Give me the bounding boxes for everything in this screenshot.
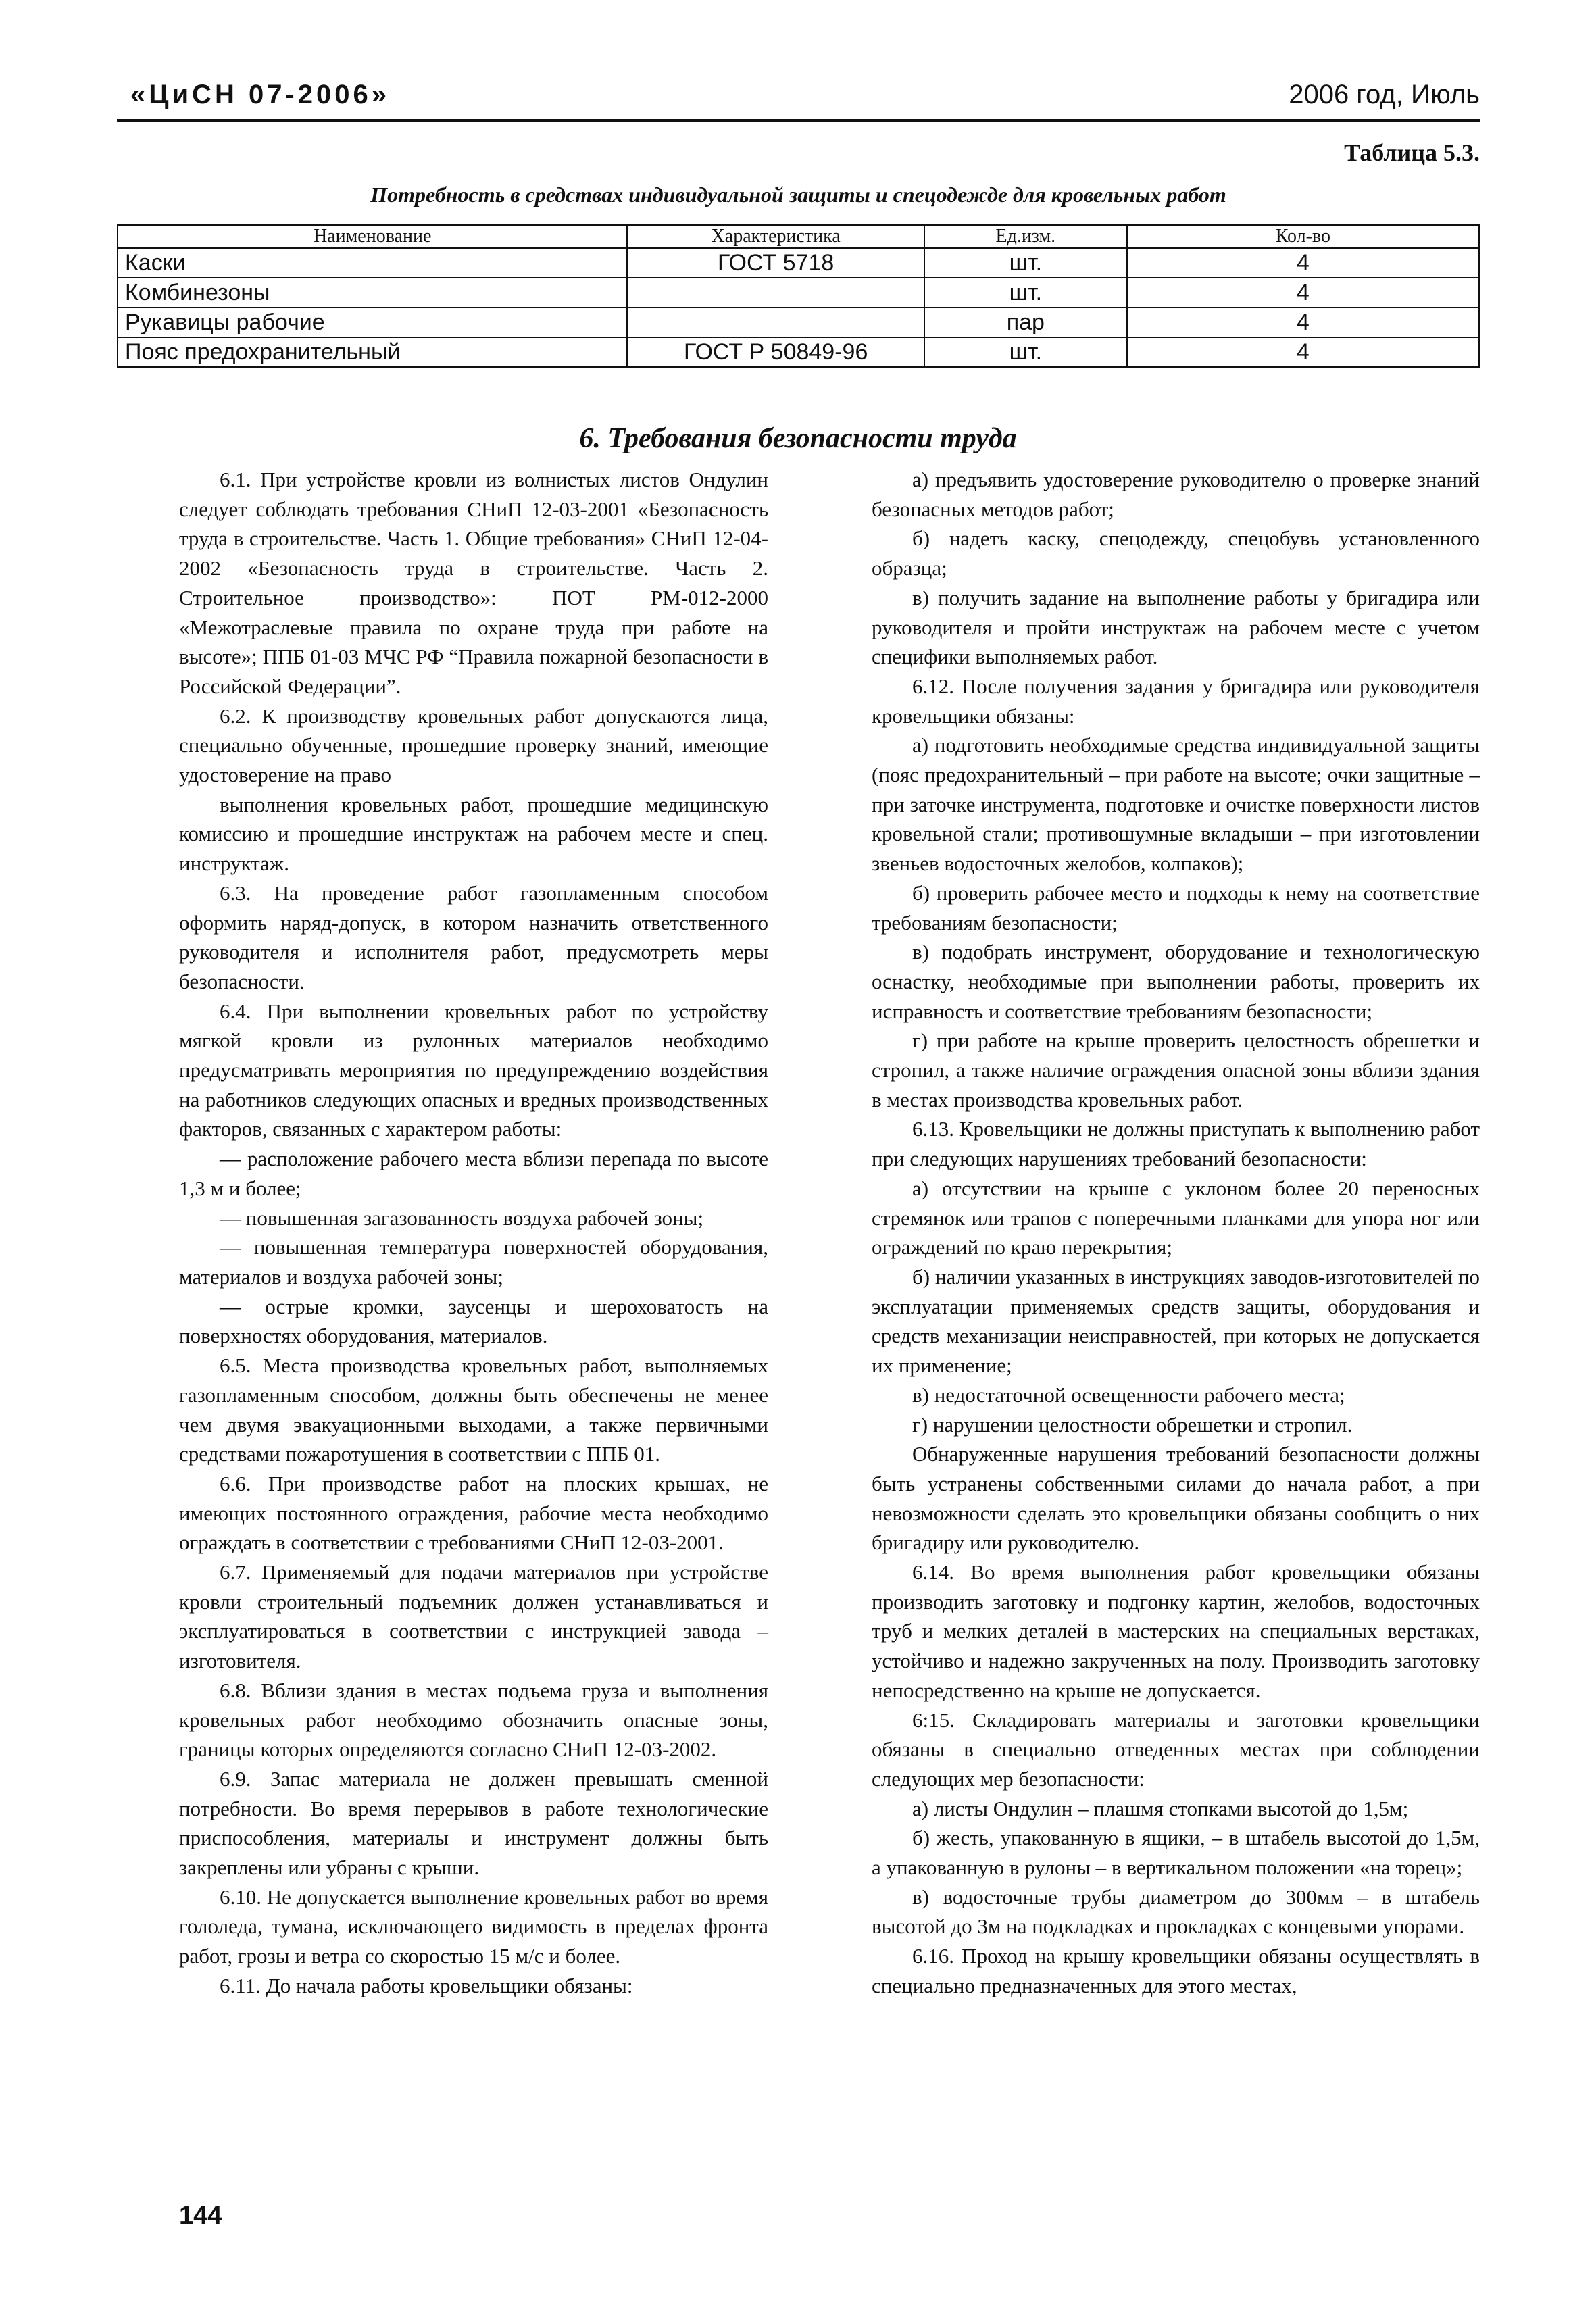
column-header: Наименование <box>118 225 627 248</box>
table-row <box>118 248 1479 278</box>
cell-qty: 4 <box>1127 278 1479 307</box>
cell-unit: пар <box>924 307 1127 337</box>
list-item: в) недостаточной освещенности рабочего места; <box>912 1383 1345 1407</box>
cell-spec <box>627 307 924 337</box>
column-header: Кол-во <box>1127 225 1479 248</box>
cell-spec <box>627 278 924 307</box>
list-item: а) предъявить удостоверение руководителю о проверке знаний безопасных методов работ; <box>872 468 1480 521</box>
table-number: Таблица 5.3. <box>1344 139 1480 166</box>
document-date: 2006 год, Июль <box>1289 80 1480 109</box>
cell-qty: 4 <box>1127 307 1479 337</box>
list-item: г) нарушении целостности обрешетки и стропил. <box>912 1412 1353 1437</box>
left-text-column <box>179 465 768 2001</box>
list-item: в) водосточные трубы диаметром до 300мм – в штабель высотой до 3м на подкладках и прокладках с концевыми упорами. <box>872 1885 1480 1939</box>
paragraph: 6.3. На проведение работ газопламенным способом оформить наряд-допуск, в котором назначить ответственного руководителя и исполнителя работ, предусмотреть меры безопасности. <box>179 880 768 993</box>
cell-qty: 4 <box>1127 337 1479 367</box>
paragraph: 6.12. После получения задания у бригадира или руководителя кровельщики обязаны: <box>872 674 1480 728</box>
cell-qty: 4 <box>1127 248 1479 278</box>
cell-unit: шт. <box>924 248 1127 278</box>
table-header-row <box>118 225 1479 248</box>
table-row <box>118 337 1479 367</box>
paragraph: 6.16. Проход на крышу кровельщики обязаны осуществлять в специально предназначенных для этого местах, <box>872 1944 1480 1997</box>
list-item: г) при работе на крыше проверить целостность обрешетки и стропил, а также наличие ограждения опасной зоны вблизи здания в местах производства кровельных работ. <box>872 1028 1480 1112</box>
table-row <box>118 278 1479 307</box>
paragraph: 6.8. Вблизи здания в местах подъема груза и выполнения кровельных работ необходимо обозначить опасные зоны, границы которых определяются согласно СНиП 12-03-2002. <box>179 1678 768 1762</box>
paragraph: 6.4. При выполнении кровельных работ по устройству мягкой кровли из рулонных материалов необходимо предусматривать мероприятия по предупреждению воздействия на работников следующих опасных и вредных производственных факторов, связанных с характером работы: <box>179 999 768 1141</box>
paragraph: 6:15. Складировать материалы и заготовки кровельщики обязаны в специально отведенных местах при соблюдении следующих мер безопасности: <box>872 1708 1480 1791</box>
column-header: Ед.изм. <box>924 225 1127 248</box>
paragraph: 6.14. Во время выполнения работ кровельщики обязаны производить заготовку и подгонку картин, желобов, водосточных труб и мелких деталей в мастерских на специальных верстаках, устойчиво и надежно закрученных на полу. Производить заготовку непосредственно на крыше не допускается. <box>872 1560 1480 1702</box>
paragraph: 6.6. При производстве работ на плоских крышах, не имеющих постоянного ограждения, рабочие места необходимо ограждать в соответствии с требованиями СНиП 12-03-2001. <box>179 1471 768 1555</box>
list-item: б) наличии указанных в инструкциях заводов-изготовителей по эксплуатации применяемых средств защиты, оборудования и средств механизации неисправностей, при которых не допускается их применение; <box>872 1264 1480 1378</box>
list-item: в) получить задание на выполнение работы у бригадира или руководителя и пройти инструктаж на рабочем месте с учетом специфики выполняемых работ. <box>872 585 1480 669</box>
paragraph: 6.13. Кровельщики не должны приступать к выполнению работ при следующих нарушениях требований безопасности: <box>872 1117 1480 1171</box>
cell-spec: ГОСТ 5718 <box>627 248 924 278</box>
paragraph: 6.11. До начала работы кровельщики обязаны: <box>220 1973 633 1997</box>
page-number: 144 <box>179 2201 222 2230</box>
paragraph: 6.9. Запас материала не должен превышать сменной потребности. Во время перерывов в работе технологические приспособления, материалы и инструмент должны быть закреплены или убраны с крыши. <box>179 1766 768 1880</box>
paragraph: 6.7. Применяемый для подачи материалов при устройстве кровли строительный подъемник должен устанавливаться и эксплуатироваться в соответствии с инструкцией завода – изготовителя. <box>179 1560 768 1673</box>
ppe-table <box>117 224 1480 368</box>
list-item: — повышенная загазованность воздуха рабочей зоны; <box>220 1205 704 1230</box>
column-header: Характеристика <box>627 225 924 248</box>
paragraph: Обнаруженные нарушения требований безопасности должны быть устранены собственными силами до начала работ, а при невозможности сделать это кровельщики обязаны сообщить о них бригадиру или руководителю. <box>872 1442 1480 1555</box>
table-caption: Потребность в средствах индивидуальной защиты и спецодежде для кровельных работ <box>370 182 1226 207</box>
list-item: б) надеть каску, спецодежду, спецобувь установленного образца; <box>872 526 1480 580</box>
list-item: в) подобрать инструмент, оборудование и технологическую оснастку, необходимые при выполнении работы, проверить их исправность и соответствие требованиям безопасности; <box>872 940 1480 1023</box>
paragraph: 6.2. К производству кровельных работ допускаются лица, специально обученные, прошедшие проверку знаний, имеющие удостоверение на право <box>179 703 768 787</box>
cell-name: Пояс предохранительный <box>118 337 627 367</box>
list-item: б) жесть, упакованную в ящики, – в штабель высотой до 1,5м, а упакованную в рулоны – в вертикальном положении «на торец»; <box>872 1826 1480 1880</box>
paragraph: 6.1. При устройстве кровли из волнистых листов Ондулин следует соблюдать требования СНиП 12-03-2001 «Безопасность труда в строительстве. Часть 1. Общие требования» СНиП 12-04-2002 «Безопасность труда в строительстве. Часть 2. Строительное производство»: ПОТ РМ-012-2000 «Межотраслевые правила по охране труда при работе на высоте»; ППБ 01-03 МЧС РФ “Правила пожарной безопасности в Российской Федерации”. <box>179 468 768 698</box>
document-code: «ЦиСН 07-2006» <box>130 80 390 109</box>
cell-unit: шт. <box>924 278 1127 307</box>
cell-name: Каски <box>118 248 627 278</box>
list-item: — расположение рабочего места вблизи перепада по высоте 1,3 м и более; <box>179 1147 768 1200</box>
table-row <box>118 307 1479 337</box>
list-item: — острые кромки, заусенцы и шероховатость на поверхностях оборудования, материалов. <box>179 1294 768 1348</box>
cell-name: Рукавицы рабочие <box>118 307 627 337</box>
cell-spec: ГОСТ Р 50849-96 <box>627 337 924 367</box>
list-item: а) подготовить необходимые средства индивидуальной защиты (пояс предохранительный – при работе на высоте; очки защитные – при заточке инструмента, подготовке и очистке поверхности листов кровельной стали; противошумные вкладыши – при изготовлении звеньев водосточных желобов, колпаков); <box>872 733 1480 876</box>
list-item: а) отсутствии на крыше с уклоном более 20 переносных стремянок или трапов с поперечными планками для упора ног или ограждений по краю перекрытия; <box>872 1176 1480 1260</box>
paragraph: выполнения кровельных работ, прошедшие медицинскую комиссию и прошедшие инструктаж на рабочем месте и спец. инструктаж. <box>179 792 768 876</box>
cell-name: Комбинезоны <box>118 278 627 307</box>
list-item: — повышенная температура поверхностей оборудования, материалов и воздуха рабочей зоны; <box>179 1235 768 1289</box>
section-title: 6. Требования безопасности труда <box>579 423 1017 454</box>
paragraph: 6.5. Места производства кровельных работ, выполняемых газопламенным способом, должны быть обеспечены не менее чем двумя эвакуационными выходами, а также первичными средствами пожаротушения в соответствии с ППБ 01. <box>179 1353 768 1466</box>
paragraph: 6.10. Не допускается выполнение кровельных работ во время гололеда, тумана, исключающего видимость в пределах фронта работ, грозы и ветра со скоростью 15 м/с и более. <box>179 1885 768 1968</box>
list-item: а) листы Ондулин – плашмя стопками высотой до 1,5м; <box>912 1796 1409 1820</box>
cell-unit: шт. <box>924 337 1127 367</box>
header-divider <box>117 119 1480 122</box>
list-item: б) проверить рабочее место и подходы к нему на соответствие требованиям безопасности; <box>872 880 1480 935</box>
right-text-column <box>872 465 1480 2001</box>
